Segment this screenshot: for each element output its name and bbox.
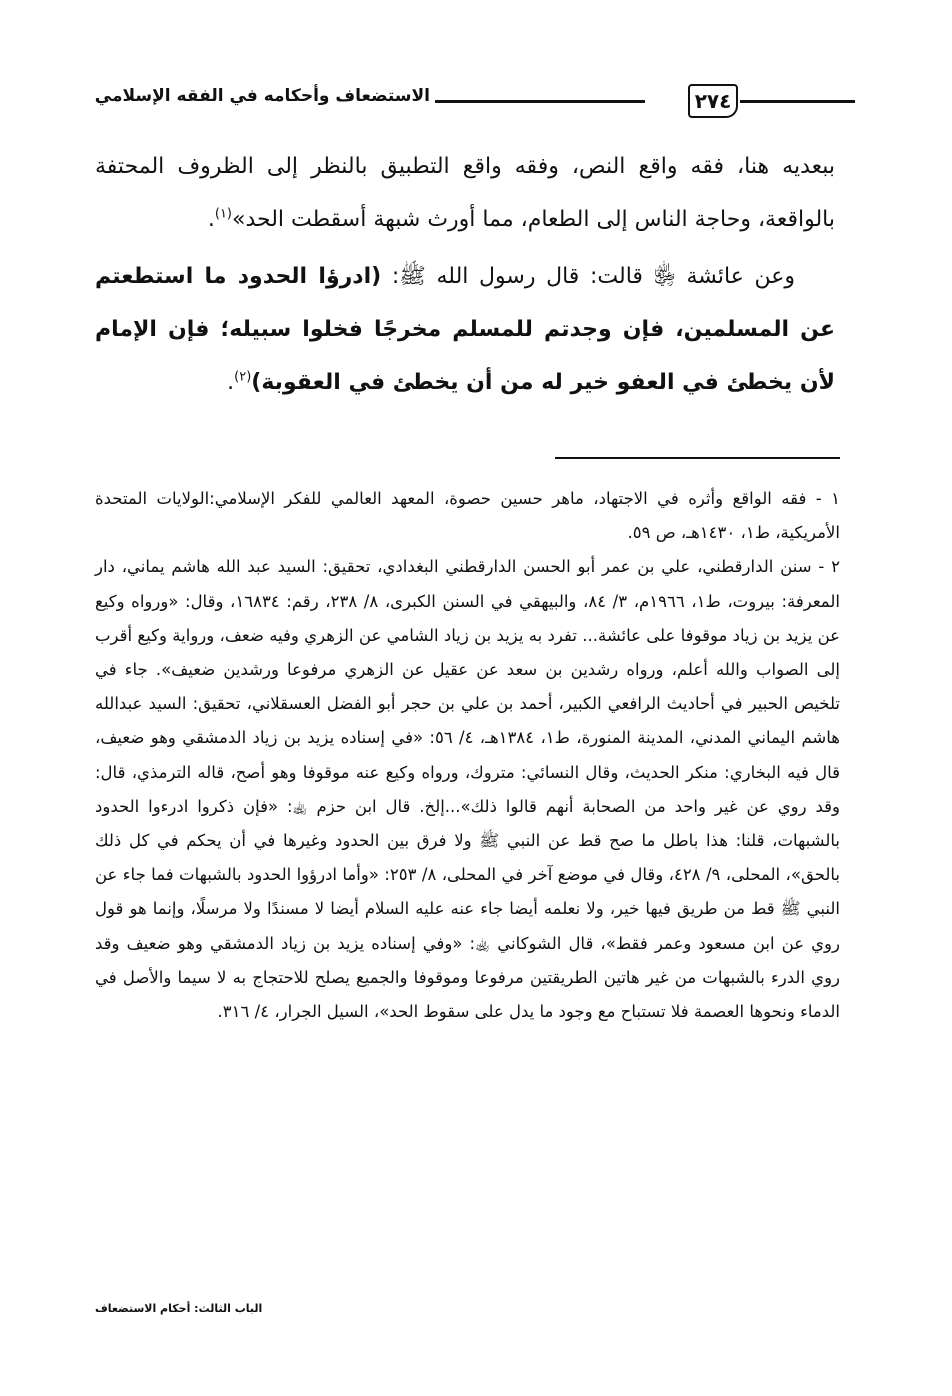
footnotes bbox=[95, 482, 840, 1029]
paragraph-2: وعن عائشة ﵂ قالت: قال رسول الله ﷺ: (ادرؤا الحدود ما استطعتم عن المسلمين، فإن وجدتم للمسلم مخرجًا فخلوا سبيله؛ فإن الإمام لأن يخطئ في العفو خير له من أن يخطئ في العقوبة)$^{(٢)}$. bbox=[95, 264, 835, 395]
footnote-2 bbox=[95, 550, 840, 1029]
page-number: ٢٧٤ bbox=[688, 84, 738, 118]
paragraph-1: ببعديه هنا، فقه واقع النص، وفقه واقع التطبيق بالنظر إلى الظروف المحتفة بالواقعة، وحاجة الناس إلى الطعام، مما أورث شبهة أسقطت الحد»$^{(١)}$. bbox=[95, 154, 835, 232]
running-header bbox=[95, 78, 855, 118]
footnote-ref-1: (١) bbox=[214, 206, 232, 222]
paragraph-2-intro: وعن عائشة ﵂ قالت: قال رسول الله ﷺ: bbox=[381, 264, 795, 289]
footnote-separator bbox=[555, 457, 840, 459]
paragraph-1-text: ببعديه هنا، فقه واقع النص، وفقه واقع التطبيق بالنظر إلى الظروف المحتفة بالواقعة، وحاجة الناس إلى الطعام، مما أورث شبهة أسقطت الحد» bbox=[95, 154, 835, 232]
footnote-2-text: سنن الدارقطني، علي بن عمر أبو الحسن الدارقطني البغدادي، تحقيق: السيد عبد الله هاشم يماني، دار المعرفة: بيروت، ط١، ١٩٦٦م، ٣/ ٨٤، والبيهقي في السنن الكبرى، ٨/ ٢٣٨، رقم: ١٦٨٣٤، وقال: «ورواه وكيع عن يزيد بن زياد موقوفا على عائشة... تفرد به يزيد بن زياد الشامي عن الزهري وفيه ضعف، ورواية وكيع أقرب إلى الصواب والله أعلم، ورواه رشدين بن سعد عن عقيل عن الزهري مرفوعا ورشدين ضعيف». جاء في تلخيص الحبير في أحاديث الرافعي الكبير، أحمد بن علي بن حجر أبو الفضل العسقلاني، تحقيق: السيد عبدالله هاشم اليماني المدني، المدينة المنورة، ط١، ١٣٨٤هـ، ٤/ ٥٦: «في إسناده يزيد بن زياد الدمشقي وهو ضعيف، قال فيه البخاري: منكر الحديث، وقال النسائي: متروك، ورواه وكيع عنه موقوفا وهو أصح، قاله الترمذي، قال: وقد روي عن غير واحد من الصحابة أنهم قالوا ذلك»...إلخ. قال ابن حزم ﵀: «فإن ذكروا ادرءوا الحدود بالشبهات، قلنا: هذا باطل ما صح قط عن النبي ﷺ ولا فرق بين الحدود وغيرها في أن يحكم في كل ذلك بالحق»، المحلى، ٩/ ٤٢٨، وقال في موضع آخر في المحلى، ٨/ ٢٥٣: «وأما ادرؤوا الحدود بالشبهات فما جاء عن النبي ﷺ قط من طريق فيها خير، ولا نعلمه أيضا جاء عنه عليه السلام أيضا لا مسندًا ولا مرسلًا، وإنما هو قول روي عن ابن مسعود وعمر فقط»، قال الشوكاني ﵀: «وفي إسناده يزيد بن زياد الدمشقي وهو ضعيف وقد روي الدرء بالشبهات من غير هاتين الطريقتين مرفوعا وموقوفا والجميع يصلح للاحتجاج به لا سيما والأصل في الدماء ونحوها العصمة فلا تستباح مع وجود ما يدل على سقوط الحد»، السيل الجرار، ٤/ ٣١٦. bbox=[95, 557, 841, 1022]
footnote-2-number: ٢ - bbox=[818, 557, 840, 577]
footnote-1-number: ١ - bbox=[815, 489, 841, 508]
footnote-1 bbox=[95, 482, 840, 550]
header-rule-right bbox=[740, 100, 855, 103]
footnote-1-text: فقه الواقع وأثره في الاجتهاد، ماهر حسين حصوة، المعهد العالمي للفكر الإسلامي:الولايات المتحدة الأمريكية، ط١، ١٤٣٠هـ، ص ٥٩. bbox=[95, 489, 840, 543]
footnote-ref-2: (٢) bbox=[234, 369, 252, 385]
main-text bbox=[95, 140, 835, 409]
book-title: الاستضعاف وأحكامه في الفقه الإسلامي bbox=[94, 86, 430, 106]
header-rule-left bbox=[435, 100, 645, 103]
chapter-mark: الباب الثالث: أحكام الاستضعاف bbox=[95, 1302, 263, 1315]
hadith-quote: (ادرؤا الحدود ما استطعتم عن المسلمين، فإن وجدتم للمسلم مخرجًا فخلوا سبيله؛ فإن الإمام لأن يخطئ في العفو خير له من أن يخطئ في العقوبة) bbox=[95, 264, 835, 395]
